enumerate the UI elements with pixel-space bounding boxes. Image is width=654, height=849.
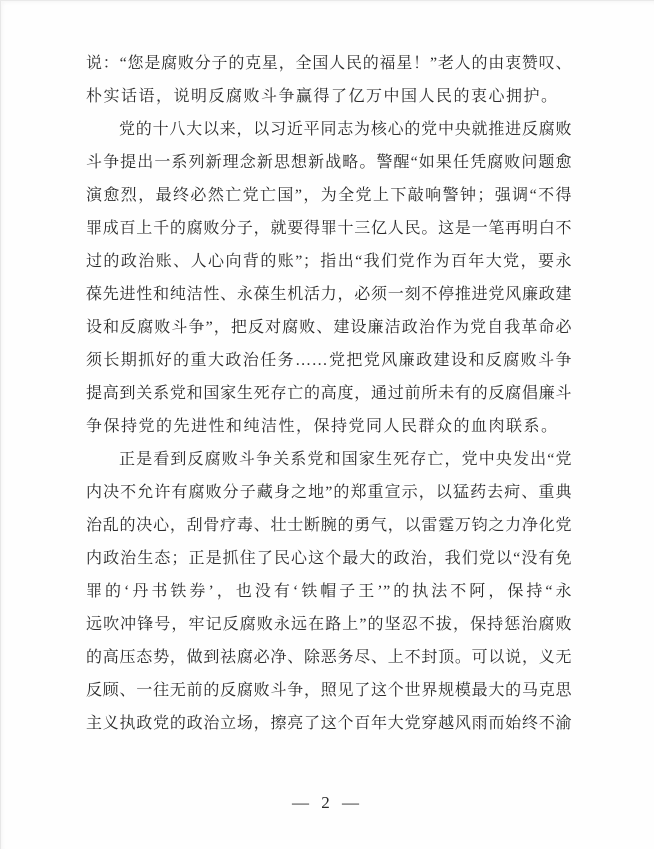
document-text (86, 47, 572, 740)
text-line: 须长期抓好的重大政治任务……党把党风廉政建设和反腐败斗争 (86, 352, 572, 369)
text-line: 提高到关系党和国家生死存亡的高度，通过前所未有的反腐倡廉斗 (86, 385, 572, 402)
text-line: 主义执政党的政治立场，擦亮了这个百年大党穿越风雨而始终不渝 (86, 715, 572, 732)
text-line: 的高压态势，做到祛腐必净、除恶务尽、上不封顶。可以说，义无 (86, 649, 572, 666)
text-line: 罪成百上千的腐败分子，就要得罪十三亿人民。这是一笔再明白不 (86, 220, 572, 237)
text-line: 斗争提出一系列新理念新思想新战略。警醒“如果任凭腐败问题愈 (86, 154, 572, 171)
text-line: 过的政治账、人心向背的账”；指出“我们党作为百年大党，要永 (86, 253, 572, 270)
text-line: 党的十八大以来，以习近平同志为核心的党中央就推进反腐败 (119, 121, 572, 138)
text-line: 演愈烈，最终必然亡党亡国”，为全党上下敲响警钟；强调“不得 (86, 187, 572, 204)
text-line: 远吹冲锋号，牢记反腐败永远在路上”的坚忍不拔，保持惩治腐败 (86, 616, 572, 633)
text-line: 治乱的决心，刮骨疗毒、壮士断腕的勇气，以雷霆万钧之力净化党 (86, 517, 572, 534)
text-line: 正是看到反腐败斗争关系党和国家生死存亡，党中央发出“党 (119, 451, 572, 468)
text-line: 内政治生态；正是抓住了民心这个最大的政治，我们党以“没有免 (86, 550, 572, 567)
text-line: 反顾、一往无前的反腐败斗争，照见了这个世界规模最大的马克思 (86, 682, 572, 699)
text-line: 说：“您是腐败分子的克星，全国人民的福星！”老人的由衷赞叹、 (86, 55, 572, 72)
text-line: 葆先进性和纯洁性、永葆生机活力，必须一刻不停推进党风廉政建 (86, 286, 572, 303)
text-line: 争保持党的先进性和纯洁性，保持党同人民群众的血肉联系。 (86, 418, 559, 435)
text-line: 朴实话语，说明反腐败斗争赢得了亿万中国人民的衷心拥护。 (86, 88, 559, 105)
text-line: 内决不允许有腐败分子藏身之地”的郑重宣示，以猛药去疴、重典 (86, 484, 572, 501)
text-line: 设和反腐败斗争”，把反对腐败、建设廉洁政治作为党自我革命必 (86, 319, 572, 336)
text-line: 罪的‘丹书铁券’，也没有‘铁帽子王’”的执法不阿，保持“永 (86, 583, 572, 600)
page-number: — 2 — (292, 793, 363, 812)
